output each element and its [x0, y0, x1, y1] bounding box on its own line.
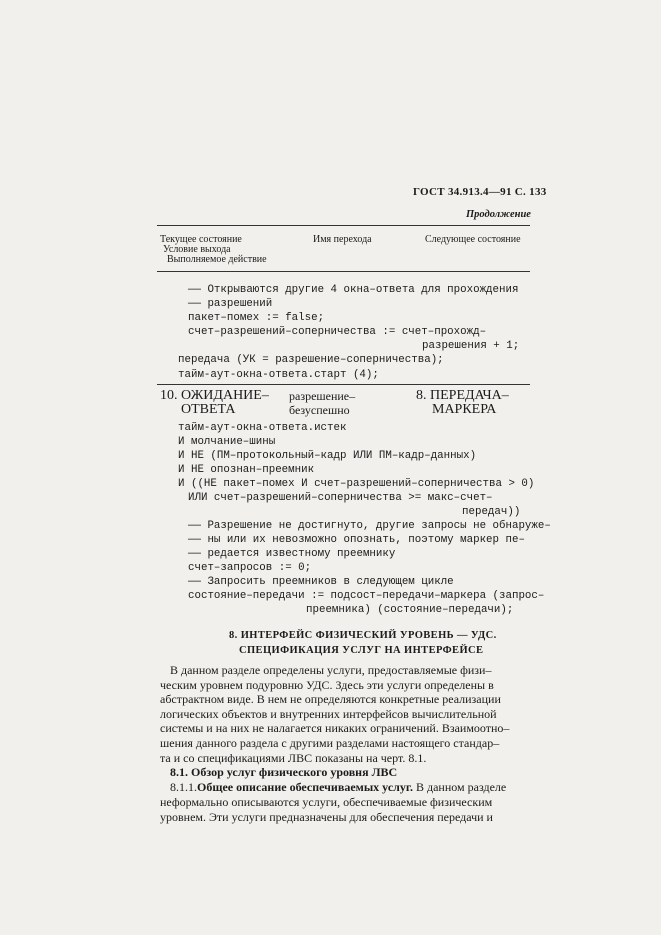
- condition-line: тайм-аут-окна-ответа.истек: [178, 422, 347, 434]
- transition-state-cont: ОТВЕТА: [181, 402, 236, 417]
- continuation-label: Продолжение: [466, 209, 531, 220]
- condition-line: И НЕ (ПМ–протокольный–кадр ИЛИ ПМ–кадр–данных): [178, 450, 477, 462]
- code-line: состояние–передачи := подсост–передачи–маркера (запрос–: [188, 590, 545, 602]
- subsection-text: В данном разделе: [412, 780, 507, 794]
- transition-number-state: 10. ОЖИДАНИЕ–: [160, 388, 269, 403]
- subsection-title: Общее описание обеспечиваемых услуг.: [197, 780, 413, 794]
- table-top-rule: [157, 225, 530, 226]
- row-separator-rule: [157, 384, 530, 385]
- code-line: разрешения + 1;: [422, 340, 520, 352]
- transition-name-cont: безуспешно: [289, 403, 350, 417]
- gost-page-header: ГОСТ 34.913.4—91 С. 133: [413, 186, 547, 198]
- paragraph-line: та и со спецификациями ЛВС показаны на черт. 8.1.: [160, 750, 427, 765]
- condition-line: ИЛИ счет–разрешений–соперничества >= макс–счет–: [188, 492, 493, 504]
- paragraph-line: абстрактном виде. В нем не определяются конкретные реализации: [160, 692, 501, 707]
- code-line: пакет–помех := false;: [188, 312, 325, 324]
- comment-line: —— редается известному преемнику: [188, 548, 396, 560]
- code-line: счет–запросов := 0;: [188, 562, 312, 574]
- column-transition-name: Имя перехода: [313, 234, 372, 245]
- column-action: Выполняемое действие: [167, 254, 267, 265]
- comment-line: —— Разрешение не достигнуто, другие запросы не обнаруже–: [188, 520, 551, 532]
- paragraph-line: ческим уровнем подуровню УДС. Здесь эти услуги определены в: [160, 677, 494, 692]
- section-paragraph-2: [160, 795, 530, 824]
- comment-line: —— ны или их невозможно опознать, поэтому маркер пе–: [188, 534, 525, 546]
- condition-line: передач)): [462, 506, 521, 518]
- code-line: —— разрешений: [188, 298, 273, 310]
- code-line: тайм-аут-окна-ответа.старт (4);: [178, 369, 379, 381]
- column-current-state: Текущее состояние: [160, 234, 242, 245]
- subsection-number: 8.1.1.: [170, 780, 197, 794]
- header-bottom-rule: [157, 271, 530, 272]
- paragraph-line: шения данного раздела с другими разделами настоящего стандар–: [160, 735, 500, 750]
- subsection-8-1-1: [170, 780, 506, 795]
- paragraph-line: системы и на них не налагается никаких ограничений. Взаимоотно–: [160, 721, 510, 736]
- section-title: 8. ИНТЕРФЕЙС ФИЗИЧЕСКИЙ УРОВЕНЬ — УДС.: [229, 630, 497, 641]
- paragraph-line: уровнем. Эти услуги предназначены для обеспечения передачи и: [160, 809, 493, 824]
- code-line: счет–разрешений–соперничества := счет–прохожд–: [188, 326, 487, 338]
- section-title-cont: СПЕЦИФИКАЦИЯ УСЛУГ НА ИНТЕРФЕЙСЕ: [239, 645, 484, 656]
- paragraph-line: логических объектов и внутренних интерфейсов вычислительной: [160, 706, 497, 721]
- code-line: преемника) (состояние–передачи);: [306, 604, 514, 616]
- code-line: передача (УК = разрешение–соперничества);: [178, 354, 444, 366]
- code-line: —— Открываются другие 4 окна–ответа для прохождения: [188, 284, 519, 296]
- condition-line: И молчание–шины: [178, 436, 276, 448]
- transition-name: разрешение–: [289, 389, 356, 403]
- transition-next-state: 8. ПЕРЕДАЧА–: [416, 388, 509, 403]
- condition-line: И НЕ опознан–преемник: [178, 464, 315, 476]
- transition-next-state-cont: МАРКЕРА: [432, 402, 497, 417]
- paragraph-line: неформально описываются услуги, обеспечиваемые физическим: [160, 795, 493, 809]
- column-next-state: Следующее состояние: [425, 234, 521, 245]
- subsection-heading: 8.1. Обзор услуг физического уровня ЛВС: [170, 765, 398, 779]
- comment-line: —— Запросить преемников в следующем цикле: [188, 576, 454, 588]
- condition-line: И ((НЕ пакет–помех И счет–разрешений–соперничества > 0): [178, 478, 535, 490]
- column-exit-condition: Условие выхода: [163, 244, 231, 255]
- paragraph-line: В данном разделе определены услуги, предоставляемые физи–: [170, 663, 492, 677]
- section-paragraph: [160, 663, 530, 765]
